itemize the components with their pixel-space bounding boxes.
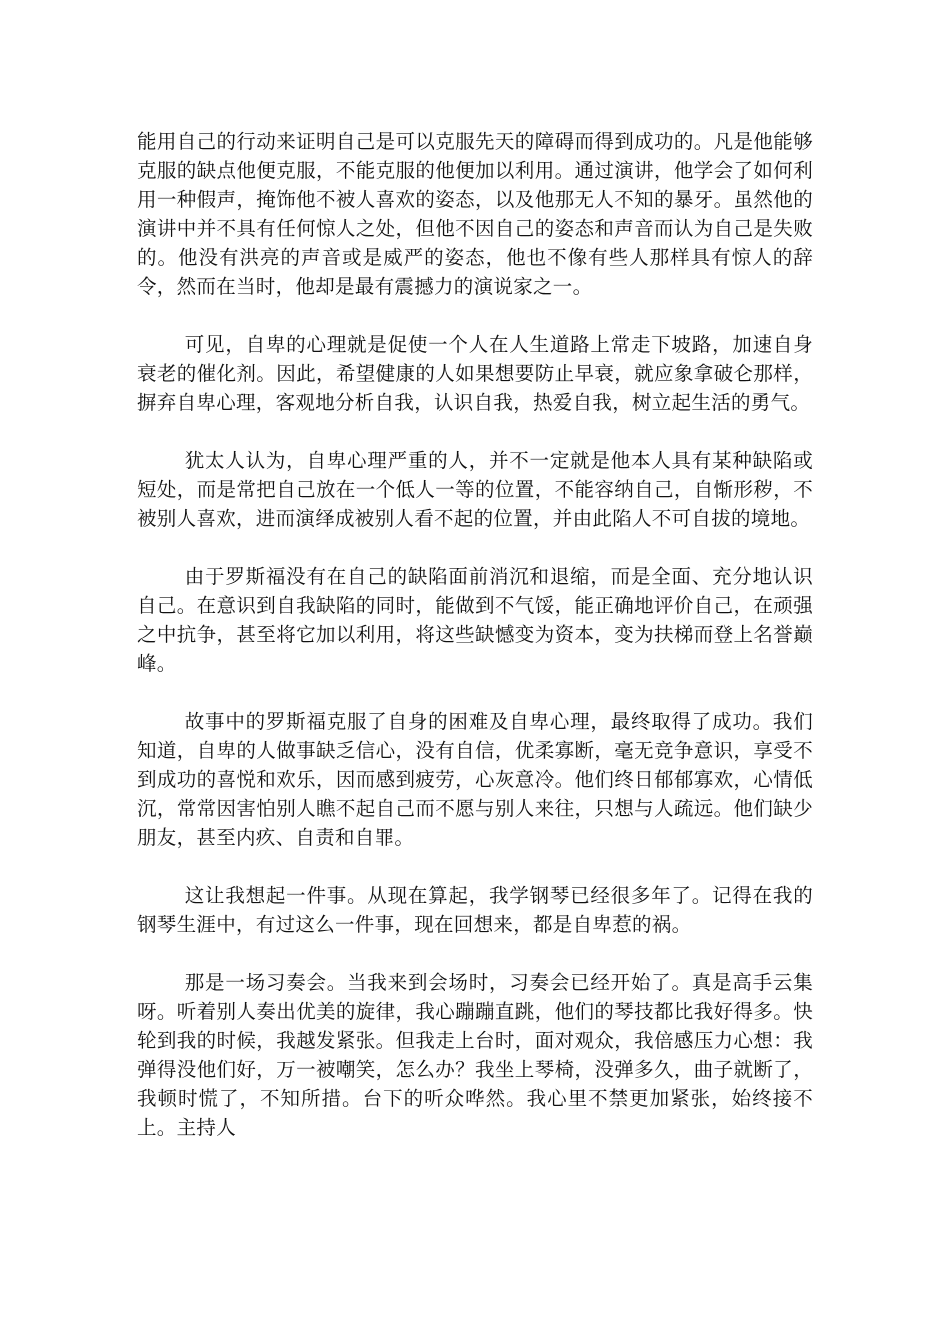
paragraph: 这让我想起一件事。从现在算起，我学钢琴已经很多年了。记得在我的钢琴生涯中，有过这么一件事，现在回想来，都是自卑惹的祸。 bbox=[137, 884, 813, 936]
paragraph: 可见，自卑的心理就是促使一个人在人生道路上常走下坡路，加速自身衰老的催化剂。因此，希望健康的人如果想要防止早衰，就应象拿破仑那样，摒弃自卑心理，客观地分析自我，认识自我，热爱自我，树立起生活的勇气。 bbox=[137, 333, 813, 414]
paragraph: 由于罗斯福没有在自己的缺陷面前消沉和退缩，而是全面、充分地认识自己。在意识到自我缺陷的同时，能做到不气馁，能正确地评价自己，在顽强之中抗争，甚至将它加以利用，将这些缺憾变为资本，变为扶梯而登上名誉巅峰。 bbox=[137, 565, 813, 675]
document-body bbox=[137, 127, 813, 1171]
paragraph: 犹太人认为，自卑心理严重的人，并不一定就是他本人具有某种缺陷或短处，而是常把自己放在一个低人一等的位置，不能容纳自己，自惭形秽，不被别人喜欢，进而演绎成被别人看不起的位置，并由此陷人不可自拔的境地。 bbox=[137, 449, 813, 530]
paragraph: 故事中的罗斯福克服了自身的困难及自卑心理，最终取得了成功。我们知道，自卑的人做事缺乏信心，没有自信，优柔寡断，毫无竞争意识，享受不到成功的喜悦和欢乐，因而感到疲劳，心灰意冷。他们终日郁郁寡欢，心情低沉，常常因害怕别人瞧不起自己而不愿与别人来往，只想与人疏远。他们缺少朋友，甚至内疚、自责和自罪。 bbox=[137, 710, 813, 849]
paragraph: 那是一场习奏会。当我来到会场时，习奏会已经开始了。真是高手云集呀。听着别人奏出优美的旋律，我心蹦蹦直跳，他们的琴技都比我好得多。快轮到我的时候，我越发紧张。但我走上台时，面对观众，我倍感压力心想：我弹得没他们好，万一被嘲笑，怎么办？我坐上琴椅，没弹多久，曲子就断了，我顿时慌了，不知所措。台下的听众哗然。我心里不禁更加紧张，始终接不上。主持人 bbox=[137, 971, 813, 1139]
paragraph-continuation: 能用自己的行动来证明自己是可以克服先天的障碍而得到成功的。凡是他能够克服的缺点他便克服，不能克服的他便加以利用。通过演讲，他学会了如何利用一种假声，掩饰他不被人喜欢的姿态，以及他那无人不知的暴牙。虽然他的演讲中并不具有任何惊人之处，但他不因自己的姿态和声音而认为自己是失败的。他没有洪亮的声音或是威严的姿态，他也不像有些人那样具有惊人的辞令，然而在当时，他却是最有震撼力的演说家之一。 bbox=[137, 130, 813, 298]
